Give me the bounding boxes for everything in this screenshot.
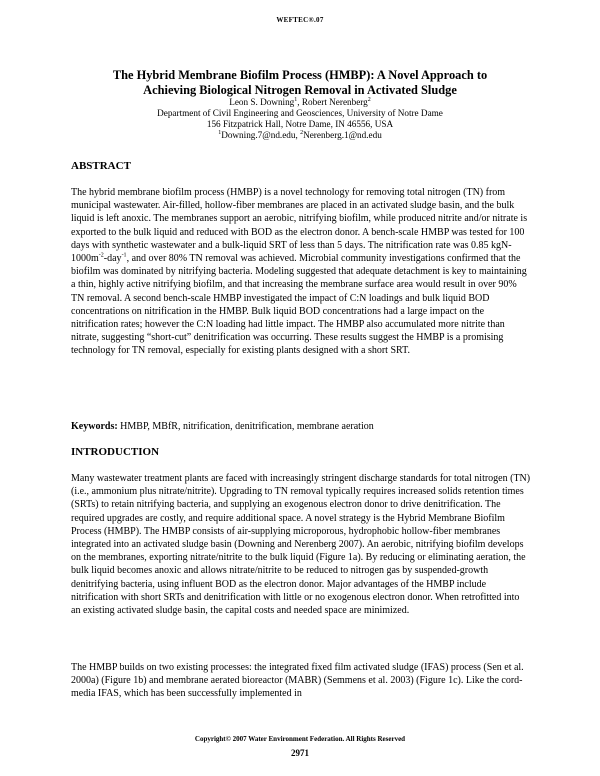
keywords-label: Keywords:: [71, 421, 118, 432]
title-block: [0, 68, 600, 141]
abstract-text: -day: [103, 253, 122, 265]
email-superscript: 2: [300, 129, 304, 136]
affiliation-department: Department of Civil Engineering and Geosciences, University of Notre Dame: [157, 108, 443, 118]
abstract-heading: ABSTRACT: [71, 160, 131, 172]
abstract-superscript: -2: [98, 252, 104, 259]
abstract-text: , and over 80% TN removal was achieved. Microbial community investigations confirmed that the biofilm was dominated by nitrifying bacteria. Modeling suggested that adequate detachment is key to maintaining a thin, highly active nitrifying biofilm, and that increasing the membrane surface area would result in over 90% TN removal. A second bench-scale HMBP investigated the impact of C:N loadings and bulk liquid BOD concentrations on nitrification in the HMBP. Bulk liquid BOD concentrations had a large impact on the nitrification rates; however the C:N loading had little impact. The HMBP also accumulated more nitrite than nitrate, suggesting “short-cut” denitrification was occurring. These results suggest the HMBP is a promising technology for TN removal, especially for existing plants designed with a short SRT.: [71, 253, 527, 357]
introduction-paragraph-2: The HMBP builds on two existing processes: the integrated fixed film activated sludge (IFAS) process (Sen et al. 2000a) (Figure 1b) and membrane aerated bioreactor (MABR) (Semmens et al. 2003) (Figure 1c). Like the cord-media IFAS, which has been successfully implemented in: [71, 662, 524, 700]
affiliation-address: 156 Fitzpatrick Hall, Notre Dame, IN 46556, USA: [206, 119, 394, 129]
email-superscript: 1: [218, 129, 222, 136]
introduction-heading: INTRODUCTION: [71, 446, 160, 458]
author-name: Robert Nerenberg: [301, 97, 368, 107]
introduction-paragraph-1: Many wastewater treatment plants are faced with increasingly stringent discharge standards for total nitrogen (TN) (i.e., ammonium plus nitrate/nitrite). Upgrading to TN removal typically requires increased solids retention times (SRTs) to retain nitrifying bacteria, and supplying an exogenous electron donor to drive denitrification. The required upgrades are costly, and require additional space. A novel strategy is the Hybrid Membrane Biofilm Process (HMBP). The HMBP consists of air-supplying microporous, hydrophobic hollow-fiber membranes integrated into an activated sludge basin (Downing and Nerenberg 2007). An aerobic, nitrifying biofilm develops on the membranes, exporting nitrate/nitrite to the bulk liquid (Figure 1a). By reducing or eliminating aeration, the bulk liquid becomes anoxic and allows nitrate/nitrite to be reduced to nitrogen gas by suspended-growth denitrifying bacteria, using influent BOD as the electron donor. Major advantages of the HMBP include nitrification with short SRTs and denitrification with little or no exogenous electron donor. When retrofitted into an existing activated sludge basin, the capital costs and needed space are minimized.: [71, 473, 531, 617]
email-link[interactable]: Nerenberg.1@nd.edu: [303, 130, 382, 140]
author-list: [0, 97, 600, 108]
page-number: 2971: [291, 748, 309, 758]
author-superscript: 2: [367, 96, 371, 103]
author-separator: ,: [297, 97, 302, 107]
author-superscript: 1: [294, 96, 298, 103]
running-header: WEFTEC®.07: [276, 16, 324, 24]
keywords-text: HMBP, MBfR, nitrification, denitrification, membrane aeration: [117, 421, 374, 432]
email-link[interactable]: Downing.7@nd.edu,: [221, 130, 301, 140]
abstract-text: The hybrid membrane biofilm process (HMBP) is a novel technology for removing total nitrogen (TN) from municipal wastewater. Air-filled, hollow-fiber membranes are placed in an activated sludge basin, and the bulk liquid is left anoxic. The membranes support an aerobic, nitrifying biofilm, while produced nitrite and/or nitrate is exported to the bulk liquid and reduced with BOD as the electron donor. A bench-scale HMBP was tested for 100 days with synthetic wastewater and a bulk-liquid SRT of less than 5 days. The nitrification rate was 0.85 kgN-1000m: [71, 187, 528, 265]
copyright-footer: Copyright© 2007 Water Environment Federation. All Rights Reserved: [194, 735, 406, 743]
abstract-paragraph: [71, 186, 531, 358]
keywords-line: [71, 420, 531, 433]
author-emails: [0, 130, 600, 141]
abstract-superscript: -1: [121, 252, 127, 259]
paper-title-line-2: Achieving Biological Nitrogen Removal in Activated Sludge: [143, 82, 457, 97]
author-name: Leon S. Downing: [229, 97, 295, 107]
paper-title-line-1: The Hybrid Membrane Biofilm Process (HMBP): A Novel Approach to: [112, 68, 488, 82]
